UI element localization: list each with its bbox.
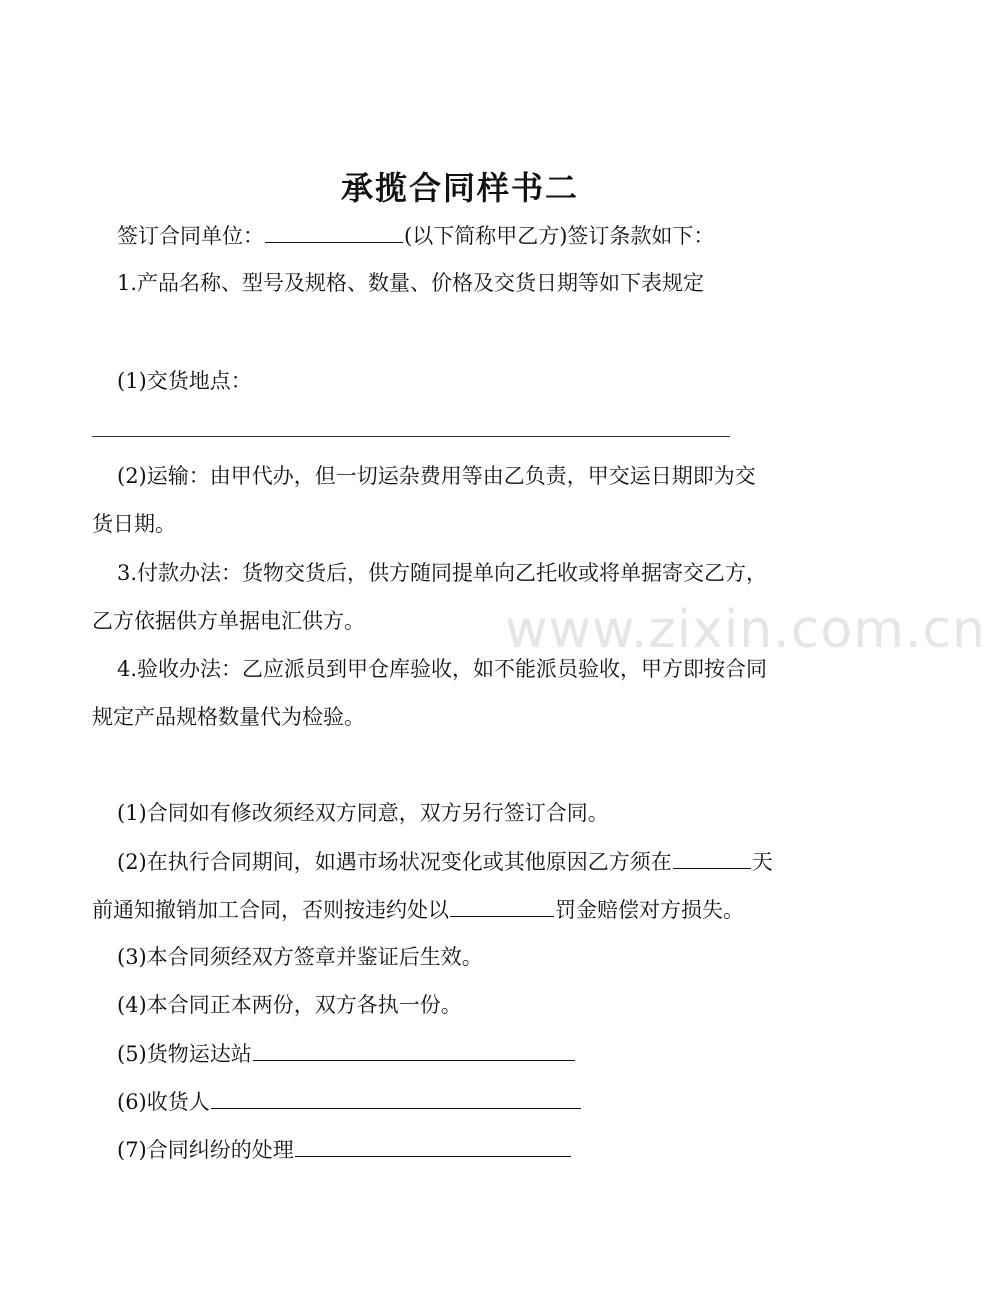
item-transport-line1: (2)运输：由甲代办，但一切运杂费用等由乙负责，甲交运日期即为交 bbox=[117, 464, 756, 488]
intro-suffix: (以下简称甲乙方)签订条款如下： bbox=[404, 224, 715, 248]
consignee-blank bbox=[211, 1086, 581, 1109]
clause-3-line2: 乙方依据供方单据电汇供方。 bbox=[92, 609, 365, 633]
intro-prefix: 签订合同单位： bbox=[117, 224, 264, 248]
sub-item-5-label: (5)货物运达站 bbox=[117, 1042, 252, 1066]
delivery-place-rule bbox=[92, 436, 730, 437]
sub-item-2-line2-suffix: 罚金赔偿对方损失。 bbox=[555, 898, 744, 922]
watermark: www.zixin.com.cn bbox=[505, 600, 986, 660]
sub-item-5 bbox=[117, 1038, 576, 1069]
clause-4-line1: 4.验收办法：乙应派员到甲仓库验收，如不能派员验收，甲方即按合同 bbox=[117, 657, 768, 681]
document-title: 承揽合同样书二 bbox=[340, 169, 579, 207]
sub-item-2-line2-prefix: 前通知撤销加工合同，否则按违约处以 bbox=[92, 898, 449, 922]
destination-station-blank bbox=[253, 1038, 575, 1061]
sub-item-2-line1 bbox=[117, 846, 773, 877]
item-delivery-place: (1)交货地点： bbox=[117, 369, 252, 393]
sub-item-6-label: (6)收货人 bbox=[117, 1090, 210, 1114]
intro-line bbox=[117, 220, 714, 251]
sub-item-1: (1)合同如有修改须经双方同意，双方另行签订合同。 bbox=[117, 801, 609, 825]
clause-3-line1: 3.付款办法：货物交货后，供方随同提单向乙托收或将单据寄交乙方， bbox=[117, 561, 768, 585]
sub-item-7 bbox=[117, 1134, 572, 1165]
dispute-handling-blank bbox=[295, 1134, 571, 1157]
sub-item-2-line1-prefix: (2)在执行合同期间，如遇市场状况变化或其他原因乙方须在 bbox=[117, 850, 672, 874]
clause-1: 1.产品名称、型号及规格、数量、价格及交货日期等如下表规定 bbox=[117, 271, 705, 295]
clause-4-line2: 规定产品规格数量代为检验。 bbox=[92, 705, 365, 729]
contract-party-blank bbox=[265, 220, 403, 243]
item-transport-line2: 货日期。 bbox=[92, 512, 176, 536]
sub-item-4: (4)本合同正本两份，双方各执一份。 bbox=[117, 993, 462, 1017]
sub-item-6 bbox=[117, 1086, 582, 1117]
sub-item-7-label: (7)合同纠纷的处理 bbox=[117, 1138, 294, 1162]
sub-item-3: (3)本合同须经双方签章并鉴证后生效。 bbox=[117, 945, 483, 969]
notice-days-blank bbox=[673, 846, 751, 869]
penalty-blank bbox=[450, 894, 554, 917]
sub-item-2-line2 bbox=[92, 894, 744, 925]
sub-item-2-line1-suffix: 天 bbox=[751, 850, 773, 874]
